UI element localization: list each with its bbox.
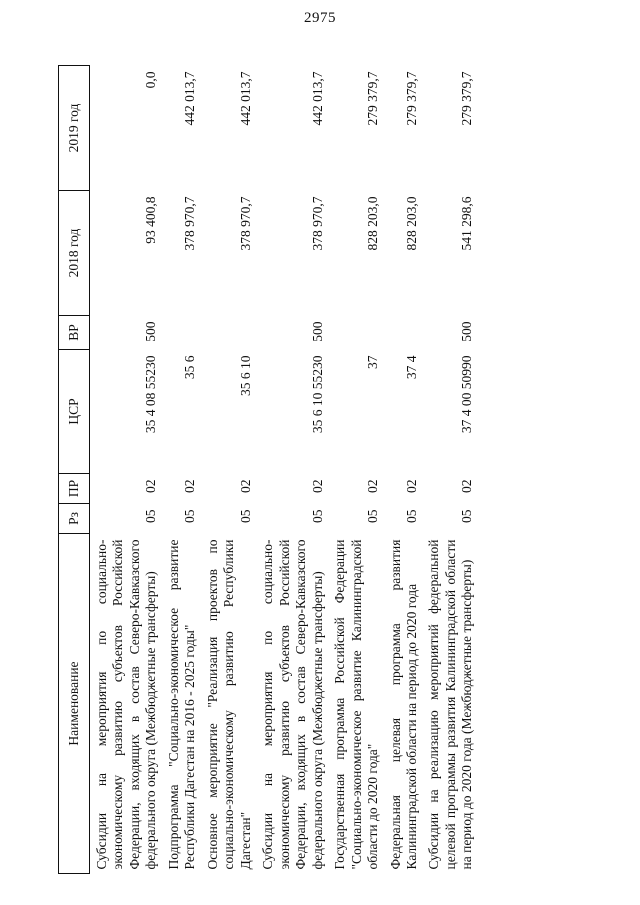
page-number: 2975: [304, 10, 336, 26]
header-2018: 2018 год: [59, 191, 90, 316]
row-name: Государственная программа Российской Федерации "Социально-экономическое развитие Калининградской области до 2020 года": [332, 539, 381, 870]
header-vr: ВР: [59, 316, 90, 350]
row-csr: 35 6 10: [237, 355, 253, 396]
row-vr: 500: [309, 321, 325, 342]
row-rz: 05: [403, 509, 419, 523]
row-2018: 378 970,7: [182, 196, 198, 251]
row-2018: 828 203,0: [365, 196, 381, 251]
row-pr: 02: [459, 479, 475, 493]
row-pr: 02: [237, 479, 253, 493]
table-header-row: [59, 66, 90, 874]
row-name: Субсидии на мероприятия по социально-экономическому развитию субъектов Российской Федерации, входящих в состав Северо-Кавказского федерального округа (Межбюджетные трансферты): [260, 539, 325, 870]
table-row: [258, 66, 330, 874]
row-pr: 02: [403, 479, 419, 493]
row-vr: [203, 316, 258, 350]
row-name: Федеральная целевая программа развития Калининградской области на период до 2020 года: [387, 539, 419, 870]
row-2018: 93 400,8: [143, 196, 159, 244]
table-row: [90, 66, 164, 874]
row-csr: 37 4 00 50990: [459, 355, 475, 434]
row-vr: [330, 316, 385, 350]
table-row: [386, 66, 425, 874]
table-row: [164, 66, 203, 874]
row-rz: 05: [237, 509, 253, 523]
header-csr: ЦСР: [59, 350, 90, 474]
row-2018: 541 298,6: [459, 196, 475, 251]
row-2019: 279 379,7: [403, 71, 419, 126]
row-rz: 05: [459, 509, 475, 523]
row-name: Субсидии на мероприятия по социально-экономическому развитию субъектов Российской Федерации, входящих в состав Северо-Кавказского федерального округа (Межбюджетные трансферты): [94, 539, 159, 870]
row-pr: 02: [309, 479, 325, 493]
table-row: [424, 66, 479, 874]
row-csr: 37: [365, 355, 381, 369]
row-2019: 0,0: [143, 71, 159, 89]
row-name: Основное мероприятие "Реализация проектов по социально-экономическому развитию Республики Дагестан": [204, 539, 253, 870]
table-row: [203, 66, 258, 874]
row-csr: 35 6: [182, 355, 198, 380]
row-2018: 378 970,7: [237, 196, 253, 251]
budget-table: [58, 65, 480, 874]
row-csr: 35 4 08 55230: [143, 355, 159, 434]
row-rz: 05: [309, 509, 325, 523]
row-vr: [386, 316, 425, 350]
row-name: Субсидии на реализацию мероприятий федеральной целевой программы развития Калининградской области на период до 2020 года (Межбюджетные трансферты): [426, 539, 475, 870]
header-pr: ПР: [59, 474, 90, 504]
table-row: [330, 66, 385, 874]
row-pr: 02: [182, 479, 198, 493]
row-vr: [164, 316, 203, 350]
header-name: Наименование: [59, 534, 90, 874]
row-2019: 442 013,7: [309, 71, 325, 126]
row-pr: 02: [365, 479, 381, 493]
row-rz: 05: [365, 509, 381, 523]
header-2019: 2019 год: [59, 66, 90, 191]
row-2019: 279 379,7: [365, 71, 381, 126]
row-2018: 378 970,7: [309, 196, 325, 251]
row-csr: 35 6 10 55230: [309, 355, 325, 434]
row-2019: 442 013,7: [237, 71, 253, 126]
budget-table-rotated: [58, 66, 600, 874]
row-pr: 02: [143, 479, 159, 493]
row-vr: 500: [143, 321, 159, 342]
row-name: Подпрограмма "Социально-экономическое развитие Республики Дагестан на 2016 - 2025 годы": [165, 539, 198, 870]
row-csr: 37 4: [403, 355, 419, 380]
row-2019: 442 013,7: [182, 71, 198, 126]
header-rz: Рз: [59, 504, 90, 534]
row-2018: 828 203,0: [403, 196, 419, 251]
row-vr: 500: [459, 321, 475, 342]
row-2019: 279 379,7: [459, 71, 475, 126]
row-rz: 05: [182, 509, 198, 523]
row-rz: 05: [143, 509, 159, 523]
